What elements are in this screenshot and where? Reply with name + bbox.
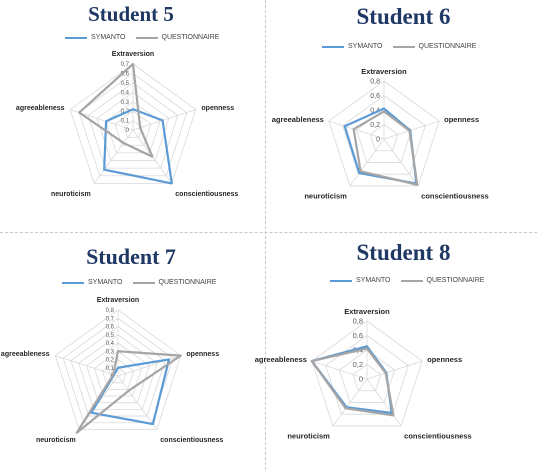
chart-title: Student 6	[356, 4, 451, 29]
axis-label-extraversion: Extraversion	[111, 51, 155, 59]
legend-label-symanto: SYMANTO	[356, 277, 391, 284]
axis-label-conscientiousness: conscientiousness	[421, 191, 489, 201]
vertical-divider	[265, 0, 266, 470]
tick-label: 0	[376, 136, 380, 144]
tick-label: 0,5	[120, 80, 129, 87]
legend-label-symanto: SYMANTO	[348, 43, 383, 50]
axis-label-openness: openness	[201, 105, 235, 113]
chart-title: Student 5	[88, 2, 174, 26]
radar-chart	[270, 0, 537, 215]
axis-label-neuroticism: neuroticism	[304, 191, 347, 201]
radar-chart	[0, 0, 262, 215]
radar-chart	[0, 236, 262, 470]
axis-label-agreeableness: agreeableness	[15, 105, 65, 113]
tick-label: 0,4	[105, 341, 114, 348]
tick-label: 0,5	[105, 332, 114, 339]
tick-label: 0,8	[370, 78, 380, 86]
radar-panel-student-6	[270, 0, 537, 215]
tick-label: 0,6	[105, 324, 114, 331]
axis-label-neuroticism: neuroticism	[51, 191, 91, 199]
tick-label: 0,6	[352, 331, 363, 341]
series-symanto	[312, 346, 392, 413]
tick-label: 0,1	[105, 365, 114, 372]
radar-panel-student-5	[0, 0, 262, 215]
horizontal-divider	[0, 232, 537, 233]
legend-label-questionnaire: QUESTIONNAIRE	[418, 43, 477, 50]
tick-label: 0	[358, 374, 363, 384]
series-questionnaire	[79, 64, 152, 157]
series-questionnaire	[312, 349, 394, 416]
axis-label-neuroticism: neuroticism	[36, 437, 76, 445]
axis-label-agreeableness: agreeableness	[0, 351, 50, 359]
chart-title: Student 8	[356, 240, 451, 265]
legend-label-questionnaire: QUESTIONNAIRE	[158, 279, 217, 286]
chart-title: Student 7	[86, 244, 176, 269]
tick-label: 0	[110, 374, 114, 381]
tick-label: 0,3	[120, 99, 129, 106]
tick-label: 0,2	[105, 357, 114, 364]
tick-label: 0,2	[120, 109, 129, 116]
tick-label: 0,6	[120, 71, 129, 78]
tick-label: 0,2	[370, 121, 380, 129]
axis-label-conscientiousness: conscientiousness	[175, 191, 239, 199]
axis-label-conscientiousness: conscientiousness	[404, 431, 472, 441]
tick-label: 0,7	[120, 62, 129, 69]
legend-label-questionnaire: QUESTIONNAIRE	[161, 34, 220, 41]
tick-label: 0,4	[120, 90, 129, 97]
tick-label: 0,4	[352, 345, 363, 355]
axis-label-extraversion: Extraversion	[96, 297, 140, 305]
axis-label-openness: openness	[444, 115, 480, 125]
legend-label-symanto: SYMANTO	[91, 34, 126, 41]
tick-label: 0,1	[120, 118, 129, 125]
tick-label: 0,3	[105, 349, 114, 356]
tick-label: 0,6	[370, 92, 380, 100]
tick-label: 0,8	[105, 308, 114, 315]
legend-label-questionnaire: QUESTIONNAIRE	[426, 277, 485, 284]
axis-label-extraversion: Extraversion	[344, 306, 390, 316]
axis-label-openness: openness	[427, 355, 463, 365]
legend-label-symanto: SYMANTO	[88, 279, 123, 286]
axis-label-neuroticism: neuroticism	[287, 431, 330, 441]
axis-label-agreeableness: agreeableness	[271, 115, 324, 125]
tick-label: 0,2	[352, 360, 363, 370]
axis-label-agreeableness: agreeableness	[254, 355, 307, 365]
radar-panel-student-7	[0, 236, 262, 470]
axis-label-openness: openness	[186, 351, 220, 359]
tick-label: 0,4	[370, 107, 380, 115]
tick-label: 0	[125, 128, 129, 135]
tick-label: 0,8	[352, 316, 363, 326]
axis-label-extraversion: Extraversion	[361, 66, 407, 76]
radar-panel-student-8	[254, 236, 537, 470]
radar-chart	[254, 236, 537, 470]
axis-label-conscientiousness: conscientiousness	[160, 437, 224, 445]
tick-label: 0,7	[105, 316, 114, 323]
